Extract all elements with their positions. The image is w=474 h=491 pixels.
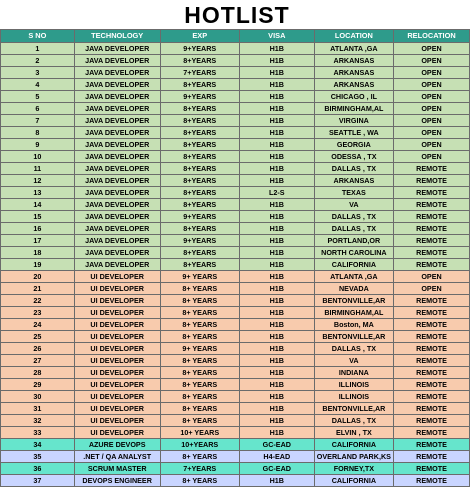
cell-relocation[interactable]: OPEN	[394, 103, 470, 115]
cell-exp[interactable]: 9+YEARS	[160, 91, 239, 103]
table-row	[1, 427, 470, 439]
cell-sno[interactable]: 26	[1, 343, 75, 355]
cell-exp[interactable]: 8+YEARS	[160, 79, 239, 91]
cell-exp[interactable]: 8+ YEARS	[160, 307, 239, 319]
cell-relocation[interactable]: REMOTE	[394, 463, 470, 475]
cell-technology[interactable]: JAVA DEVELOPER	[74, 247, 160, 259]
cell-location[interactable]: DALLAS , TX	[314, 343, 393, 355]
cell-sno[interactable]: 31	[1, 403, 75, 415]
cell-location[interactable]: PORTLAND,OR	[314, 235, 393, 247]
cell-sno[interactable]: 21	[1, 283, 75, 295]
cell-technology[interactable]: JAVA DEVELOPER	[74, 223, 160, 235]
cell-sno[interactable]: 11	[1, 163, 75, 175]
cell-technology[interactable]: UI DEVELOPER	[74, 427, 160, 439]
cell-exp[interactable]: 8+ YEARS	[160, 295, 239, 307]
cell-location[interactable]: DALLAS , TX	[314, 211, 393, 223]
table-row	[1, 283, 470, 295]
table-row	[1, 307, 470, 319]
cell-technology[interactable]: JAVA DEVELOPER	[74, 127, 160, 139]
cell-sno[interactable]: 37	[1, 475, 75, 487]
cell-location[interactable]: ARKANSAS	[314, 67, 393, 79]
cell-visa[interactable]: H1B	[239, 427, 314, 439]
cell-exp[interactable]: 8+ YEARS	[160, 331, 239, 343]
cell-relocation[interactable]: REMOTE	[394, 427, 470, 439]
table-row	[1, 403, 470, 415]
cell-visa[interactable]: H1B	[239, 283, 314, 295]
cell-relocation[interactable]: OPEN	[394, 115, 470, 127]
table-row	[1, 331, 470, 343]
cell-relocation[interactable]: REMOTE	[394, 247, 470, 259]
cell-location[interactable]: VA	[314, 199, 393, 211]
cell-exp[interactable]: 8+ YEARS	[160, 475, 239, 487]
table-body	[1, 43, 470, 487]
cell-location[interactable]: BENTONVILLE,AR	[314, 403, 393, 415]
cell-relocation[interactable]: REMOTE	[394, 223, 470, 235]
cell-sno[interactable]: 8	[1, 127, 75, 139]
table-row	[1, 127, 470, 139]
cell-exp[interactable]: 8+ YEARS	[160, 283, 239, 295]
cell-visa[interactable]: H1B	[239, 127, 314, 139]
cell-visa[interactable]: H1B	[239, 367, 314, 379]
cell-technology[interactable]: JAVA DEVELOPER	[74, 55, 160, 67]
cell-relocation[interactable]: REMOTE	[394, 163, 470, 175]
cell-technology[interactable]: JAVA DEVELOPER	[74, 199, 160, 211]
cell-location[interactable]: DALLAS , TX	[314, 415, 393, 427]
table-row	[1, 151, 470, 163]
table-row	[1, 367, 470, 379]
cell-visa[interactable]: H1B	[239, 67, 314, 79]
cell-visa[interactable]: L2-S	[239, 187, 314, 199]
table-row	[1, 295, 470, 307]
cell-relocation[interactable]: OPEN	[394, 127, 470, 139]
cell-sno[interactable]: 14	[1, 199, 75, 211]
cell-visa[interactable]: H1B	[239, 91, 314, 103]
cell-relocation[interactable]: REMOTE	[394, 343, 470, 355]
cell-exp[interactable]: 8+ YEARS	[160, 391, 239, 403]
cell-technology[interactable]: UI DEVELOPER	[74, 295, 160, 307]
cell-relocation[interactable]: REMOTE	[394, 439, 470, 451]
cell-location[interactable]: NEVADA	[314, 283, 393, 295]
cell-location[interactable]: VA	[314, 355, 393, 367]
cell-sno[interactable]: 3	[1, 67, 75, 79]
cell-relocation[interactable]: REMOTE	[394, 259, 470, 271]
cell-location[interactable]: OVERLAND PARK,KS	[314, 451, 393, 463]
cell-technology[interactable]: UI DEVELOPER	[74, 307, 160, 319]
cell-technology[interactable]: JAVA DEVELOPER	[74, 211, 160, 223]
cell-relocation[interactable]: REMOTE	[394, 415, 470, 427]
cell-location[interactable]: ATLANTA ,GA	[314, 271, 393, 283]
table-row	[1, 355, 470, 367]
table-row	[1, 235, 470, 247]
cell-visa[interactable]: GC-EAD	[239, 439, 314, 451]
cell-technology[interactable]: DEVOPS ENGINEER	[74, 475, 160, 487]
cell-relocation[interactable]: REMOTE	[394, 475, 470, 487]
cell-location[interactable]: BENTONVILLE,AR	[314, 295, 393, 307]
cell-relocation[interactable]: OPEN	[394, 271, 470, 283]
cell-technology[interactable]: JAVA DEVELOPER	[74, 151, 160, 163]
cell-sno[interactable]: 10	[1, 151, 75, 163]
table-row	[1, 343, 470, 355]
cell-visa[interactable]: H1B	[239, 379, 314, 391]
table-row	[1, 55, 470, 67]
cell-exp[interactable]: 8+YEARS	[160, 115, 239, 127]
cell-exp[interactable]: 10+YEARS	[160, 439, 239, 451]
cell-technology[interactable]: JAVA DEVELOPER	[74, 67, 160, 79]
cell-technology[interactable]: UI DEVELOPER	[74, 271, 160, 283]
cell-visa[interactable]: H1B	[239, 295, 314, 307]
cell-sno[interactable]: 7	[1, 115, 75, 127]
cell-relocation[interactable]: OPEN	[394, 55, 470, 67]
cell-sno[interactable]: 24	[1, 319, 75, 331]
cell-location[interactable]: TEXAS	[314, 187, 393, 199]
cell-relocation[interactable]: REMOTE	[394, 175, 470, 187]
table-row	[1, 379, 470, 391]
cell-location[interactable]: SEATTLE , WA	[314, 127, 393, 139]
cell-relocation[interactable]: OPEN	[394, 139, 470, 151]
cell-location[interactable]: CALIFORNIA	[314, 439, 393, 451]
cell-exp[interactable]: 7+YEARS	[160, 463, 239, 475]
cell-location[interactable]: ARKANSAS	[314, 79, 393, 91]
cell-exp[interactable]: 8+ YEARS	[160, 403, 239, 415]
page-title: HOTLIST	[184, 1, 290, 28]
table-row	[1, 115, 470, 127]
cell-sno[interactable]: 15	[1, 211, 75, 223]
cell-exp[interactable]: 9+YEARS	[160, 43, 239, 55]
cell-visa[interactable]: H1B	[239, 151, 314, 163]
column-header-technology[interactable]: TECHNOLOGY	[74, 30, 160, 43]
table-row	[1, 463, 470, 475]
cell-relocation[interactable]: OPEN	[394, 91, 470, 103]
cell-technology[interactable]: UI DEVELOPER	[74, 379, 160, 391]
table-row	[1, 439, 470, 451]
cell-relocation[interactable]: REMOTE	[394, 187, 470, 199]
cell-location[interactable]: BIRMINGHAM,AL	[314, 307, 393, 319]
cell-location[interactable]: DALLAS , TX	[314, 223, 393, 235]
cell-visa[interactable]: H1B	[239, 175, 314, 187]
table-row	[1, 79, 470, 91]
table-row	[1, 43, 470, 55]
cell-exp[interactable]: 8+YEARS	[160, 139, 239, 151]
cell-visa[interactable]: H1B	[239, 103, 314, 115]
cell-exp[interactable]: 8+YEARS	[160, 163, 239, 175]
table-row	[1, 163, 470, 175]
cell-relocation[interactable]: REMOTE	[394, 295, 470, 307]
cell-location[interactable]: GEORGIA	[314, 139, 393, 151]
cell-location[interactable]: ILLINOIS	[314, 379, 393, 391]
cell-location[interactable]: ATLANTA ,GA	[314, 43, 393, 55]
cell-exp[interactable]: 8+YEARS	[160, 247, 239, 259]
table-row	[1, 91, 470, 103]
cell-sno[interactable]: 2	[1, 55, 75, 67]
cell-relocation[interactable]: REMOTE	[394, 331, 470, 343]
cell-sno[interactable]: 36	[1, 463, 75, 475]
cell-location[interactable]: BIRMINGHAM,AL	[314, 103, 393, 115]
cell-sno[interactable]: 20	[1, 271, 75, 283]
cell-relocation[interactable]: REMOTE	[394, 367, 470, 379]
cell-exp[interactable]: 8+YEARS	[160, 127, 239, 139]
cell-exp[interactable]: 8+ YEARS	[160, 319, 239, 331]
cell-location[interactable]: INDIANA	[314, 367, 393, 379]
cell-relocation[interactable]: REMOTE	[394, 307, 470, 319]
cell-technology[interactable]: UI DEVELOPER	[74, 343, 160, 355]
table-row	[1, 391, 470, 403]
cell-exp[interactable]: 8+YEARS	[160, 259, 239, 271]
cell-sno[interactable]: 1	[1, 43, 75, 55]
cell-visa[interactable]: H1B	[239, 319, 314, 331]
cell-sno[interactable]: 32	[1, 415, 75, 427]
cell-relocation[interactable]: REMOTE	[394, 355, 470, 367]
table-row	[1, 67, 470, 79]
cell-sno[interactable]: 30	[1, 391, 75, 403]
cell-exp[interactable]: 8+YEARS	[160, 151, 239, 163]
cell-visa[interactable]: H1B	[239, 355, 314, 367]
cell-visa[interactable]: H1B	[239, 79, 314, 91]
cell-technology[interactable]: UI DEVELOPER	[74, 367, 160, 379]
cell-technology[interactable]: AZURE DEVOPS	[74, 439, 160, 451]
cell-visa[interactable]: H1B	[239, 403, 314, 415]
cell-location[interactable]: CALIFORNIA	[314, 259, 393, 271]
cell-technology[interactable]: UI DEVELOPER	[74, 403, 160, 415]
cell-sno[interactable]: 23	[1, 307, 75, 319]
cell-location[interactable]: ELVIN , TX	[314, 427, 393, 439]
cell-visa[interactable]: H1B	[239, 343, 314, 355]
cell-technology[interactable]: SCRUM MASTER	[74, 463, 160, 475]
cell-visa[interactable]: H1B	[239, 223, 314, 235]
cell-technology[interactable]: JAVA DEVELOPER	[74, 175, 160, 187]
cell-relocation[interactable]: REMOTE	[394, 211, 470, 223]
cell-visa[interactable]: H1B	[239, 307, 314, 319]
cell-sno[interactable]: 28	[1, 367, 75, 379]
cell-sno[interactable]: 6	[1, 103, 75, 115]
cell-sno[interactable]: 35	[1, 451, 75, 463]
cell-exp[interactable]: 8+ YEARS	[160, 379, 239, 391]
cell-relocation[interactable]: REMOTE	[394, 235, 470, 247]
cell-location[interactable]: CALIFORNIA	[314, 475, 393, 487]
cell-sno[interactable]: 9	[1, 139, 75, 151]
cell-visa[interactable]: H1B	[239, 331, 314, 343]
cell-location[interactable]: Boston, MA	[314, 319, 393, 331]
table-row	[1, 103, 470, 115]
cell-visa[interactable]: H1B	[239, 199, 314, 211]
cell-technology[interactable]: JAVA DEVELOPER	[74, 187, 160, 199]
cell-technology[interactable]: UI DEVELOPER	[74, 283, 160, 295]
cell-sno[interactable]: 4	[1, 79, 75, 91]
cell-visa[interactable]: H1B	[239, 235, 314, 247]
cell-location[interactable]: ODESSA , TX	[314, 151, 393, 163]
cell-relocation[interactable]: OPEN	[394, 43, 470, 55]
cell-technology[interactable]: JAVA DEVELOPER	[74, 163, 160, 175]
cell-exp[interactable]: 8+ YEARS	[160, 451, 239, 463]
cell-exp[interactable]: 8+ YEARS	[160, 367, 239, 379]
table-row	[1, 271, 470, 283]
cell-technology[interactable]: JAVA DEVELOPER	[74, 235, 160, 247]
cell-visa[interactable]: H1B	[239, 139, 314, 151]
cell-technology[interactable]: JAVA DEVELOPER	[74, 139, 160, 151]
cell-technology[interactable]: UI DEVELOPER	[74, 319, 160, 331]
cell-visa[interactable]: H1B	[239, 115, 314, 127]
cell-location[interactable]: BENTONVILLE,AR	[314, 331, 393, 343]
cell-exp[interactable]: 8+YEARS	[160, 223, 239, 235]
column-header-exp[interactable]: EXP	[160, 30, 239, 43]
column-header-location[interactable]: LOCATION	[314, 30, 393, 43]
cell-sno[interactable]: 5	[1, 91, 75, 103]
cell-relocation[interactable]: OPEN	[394, 283, 470, 295]
table-row	[1, 175, 470, 187]
cell-exp[interactable]: 8+YEARS	[160, 103, 239, 115]
column-header-visa[interactable]: VISA	[239, 30, 314, 43]
cell-visa[interactable]: H1B	[239, 391, 314, 403]
cell-sno[interactable]: 27	[1, 355, 75, 367]
cell-exp[interactable]: 8+YEARS	[160, 175, 239, 187]
table-row	[1, 451, 470, 463]
table-row	[1, 319, 470, 331]
cell-location[interactable]: DALLAS , TX	[314, 163, 393, 175]
cell-sno[interactable]: 29	[1, 379, 75, 391]
cell-visa[interactable]: H1B	[239, 271, 314, 283]
cell-sno[interactable]: 18	[1, 247, 75, 259]
table-row	[1, 139, 470, 151]
cell-exp[interactable]: 9+YEARS	[160, 235, 239, 247]
cell-sno[interactable]: 17	[1, 235, 75, 247]
cell-location[interactable]: ARKANSAS	[314, 175, 393, 187]
cell-sno[interactable]: 22	[1, 295, 75, 307]
cell-visa[interactable]: H1B	[239, 475, 314, 487]
cell-technology[interactable]: JAVA DEVELOPER	[74, 43, 160, 55]
table-row	[1, 259, 470, 271]
cell-exp[interactable]: 9+ YEARS	[160, 271, 239, 283]
table-row	[1, 223, 470, 235]
cell-visa[interactable]: H1B	[239, 163, 314, 175]
table-row	[1, 187, 470, 199]
cell-technology[interactable]: JAVA DEVELOPER	[74, 91, 160, 103]
cell-location[interactable]: ILLINOIS	[314, 391, 393, 403]
hotlist-table	[0, 29, 470, 487]
table-row	[1, 415, 470, 427]
cell-relocation[interactable]: REMOTE	[394, 379, 470, 391]
table-row	[1, 199, 470, 211]
cell-relocation[interactable]: OPEN	[394, 67, 470, 79]
table-row	[1, 475, 470, 487]
cell-relocation[interactable]: OPEN	[394, 79, 470, 91]
cell-technology[interactable]: JAVA DEVELOPER	[74, 103, 160, 115]
cell-exp[interactable]: 7+YEARS	[160, 67, 239, 79]
cell-sno[interactable]: 13	[1, 187, 75, 199]
cell-relocation[interactable]: REMOTE	[394, 319, 470, 331]
cell-visa[interactable]: H4-EAD	[239, 451, 314, 463]
cell-sno[interactable]: 16	[1, 223, 75, 235]
cell-location[interactable]: NORTH CAROLINA	[314, 247, 393, 259]
cell-relocation[interactable]: REMOTE	[394, 403, 470, 415]
cell-location[interactable]: CHICAGO , IL	[314, 91, 393, 103]
cell-sno[interactable]: 25	[1, 331, 75, 343]
cell-relocation[interactable]: REMOTE	[394, 199, 470, 211]
cell-exp[interactable]: 9+ YEARS	[160, 343, 239, 355]
cell-relocation[interactable]: OPEN	[394, 151, 470, 163]
title-band	[0, 0, 474, 30]
cell-visa[interactable]: GC-EAD	[239, 463, 314, 475]
cell-location[interactable]: FORNEY,TX	[314, 463, 393, 475]
column-header-sno[interactable]: S NO	[1, 30, 75, 43]
cell-exp[interactable]: 10+ YEARS	[160, 427, 239, 439]
cell-technology[interactable]: UI DEVELOPER	[74, 355, 160, 367]
table-row	[1, 247, 470, 259]
cell-technology[interactable]: UI DEVELOPER	[74, 415, 160, 427]
cell-visa[interactable]: H1B	[239, 55, 314, 67]
cell-technology[interactable]: JAVA DEVELOPER	[74, 79, 160, 91]
cell-technology[interactable]: .NET / QA ANALYST	[74, 451, 160, 463]
cell-relocation[interactable]: REMOTE	[394, 391, 470, 403]
table-header-row	[1, 30, 470, 43]
cell-exp[interactable]: 8+YEARS	[160, 55, 239, 67]
cell-technology[interactable]: JAVA DEVELOPER	[74, 259, 160, 271]
cell-technology[interactable]: UI DEVELOPER	[74, 391, 160, 403]
cell-exp[interactable]: 8+YEARS	[160, 199, 239, 211]
column-header-relocation[interactable]: RELOCATION	[394, 30, 470, 43]
cell-sno[interactable]: 33	[1, 427, 75, 439]
cell-visa[interactable]: H1B	[239, 415, 314, 427]
cell-sno[interactable]: 12	[1, 175, 75, 187]
cell-location[interactable]: VIRGINA	[314, 115, 393, 127]
cell-relocation[interactable]: REMOTE	[394, 451, 470, 463]
cell-technology[interactable]: UI DEVELOPER	[74, 331, 160, 343]
table-row	[1, 211, 470, 223]
cell-exp[interactable]: 8+ YEARS	[160, 355, 239, 367]
cell-visa[interactable]: H1B	[239, 43, 314, 55]
cell-exp[interactable]: 9+YEARS	[160, 211, 239, 223]
cell-exp[interactable]: 8+ YEARS	[160, 415, 239, 427]
cell-visa[interactable]: H1B	[239, 211, 314, 223]
cell-sno[interactable]: 19	[1, 259, 75, 271]
cell-technology[interactable]: JAVA DEVELOPER	[74, 115, 160, 127]
cell-sno[interactable]: 34	[1, 439, 75, 451]
cell-visa[interactable]: H1B	[239, 247, 314, 259]
cell-location[interactable]: ARKANSAS	[314, 55, 393, 67]
cell-visa[interactable]: H1B	[239, 259, 314, 271]
cell-exp[interactable]: 8+YEARS	[160, 187, 239, 199]
